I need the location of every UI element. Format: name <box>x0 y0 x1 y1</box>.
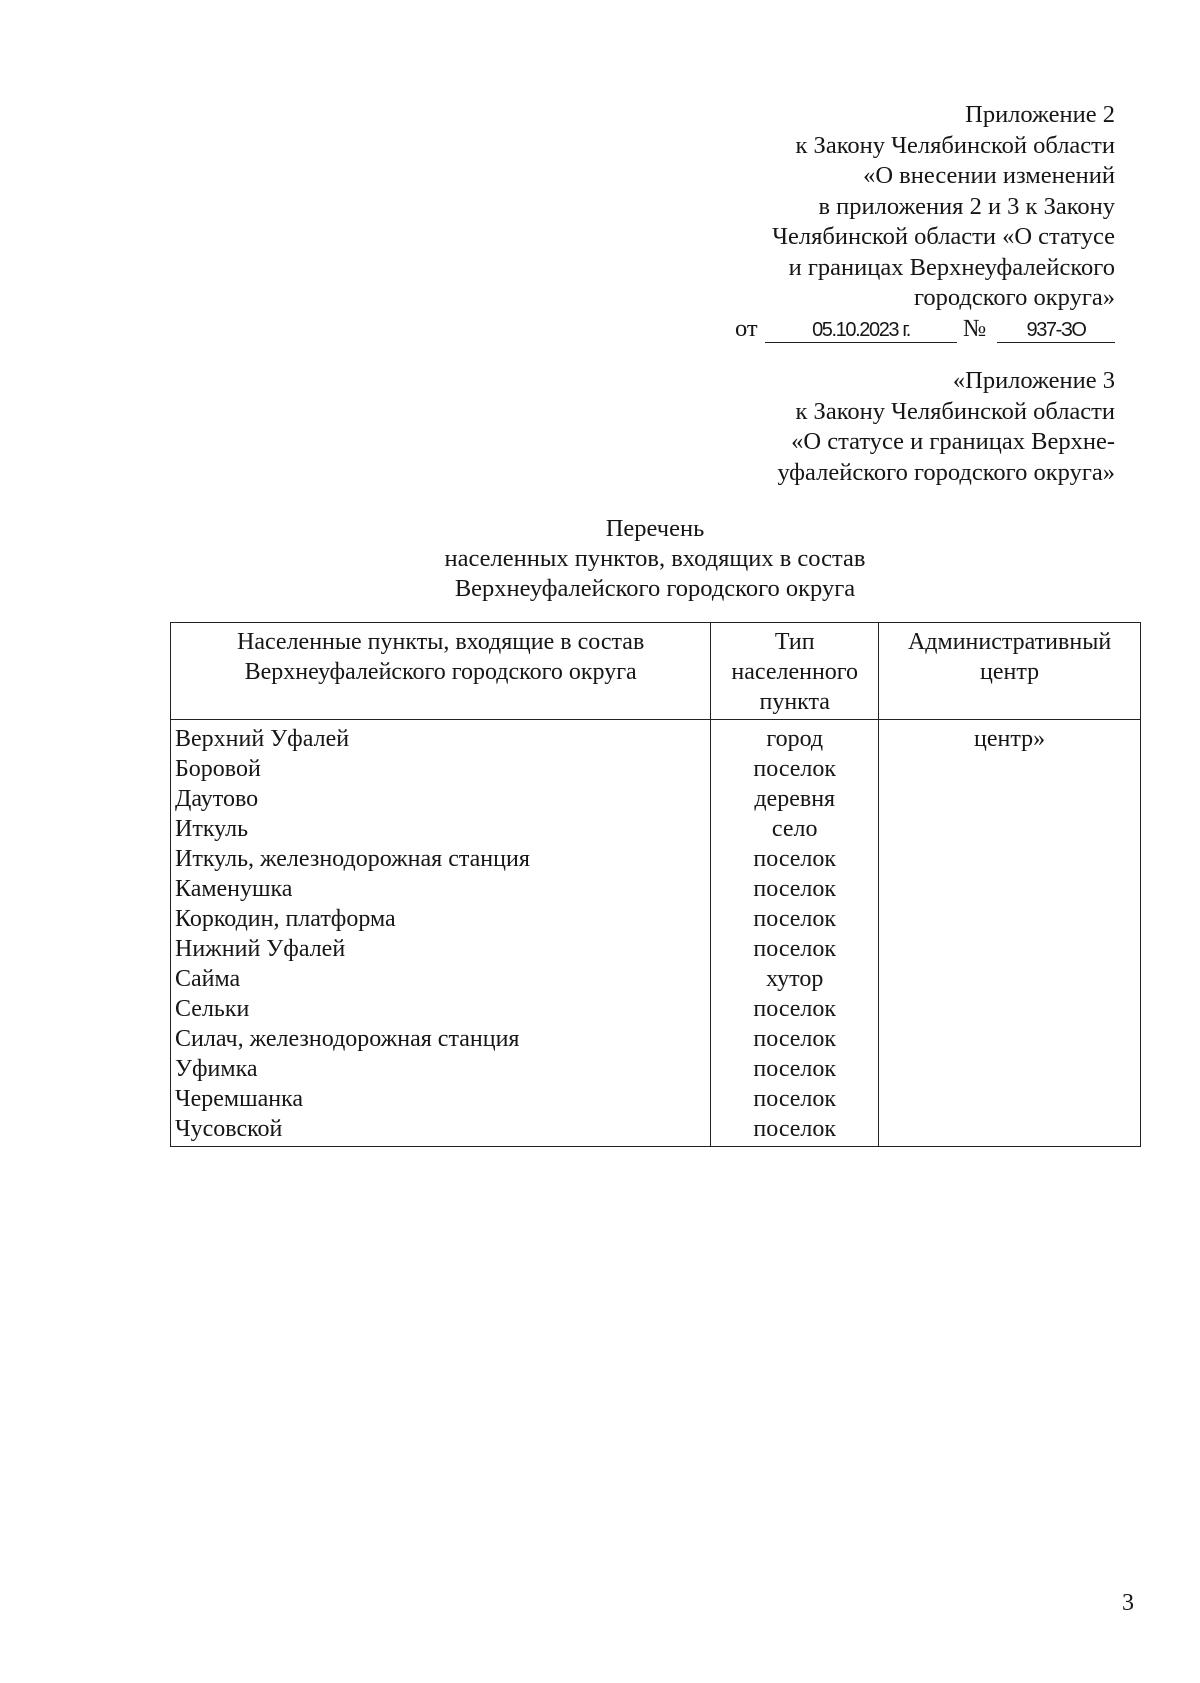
settlement-type: поселок <box>753 1026 837 1052</box>
appendix-3-line: «О статусе и границах Верхне- <box>791 428 1115 455</box>
header-administrative-center: Административный центр <box>879 623 1141 720</box>
administrative-center-column <box>879 720 1141 1147</box>
settlement-type: село <box>771 816 818 842</box>
settlement-name: Каменушка <box>175 876 293 902</box>
settlements-table <box>170 622 1141 1147</box>
settlement-name: Даутово <box>175 786 259 812</box>
header-settlement-name: Населенные пункты, входящие в состав Верхнеуфалейского городского округа <box>171 623 711 720</box>
appendix-2-line: городского округа» <box>913 284 1115 311</box>
title-line: населенных пунктов, входящих в состав <box>444 545 866 572</box>
settlement-name: Нижний Уфалей <box>175 936 346 962</box>
settlement-name: Боровой <box>175 756 261 782</box>
title-line: Перечень <box>605 515 705 542</box>
settlement-name: Сельки <box>175 996 250 1022</box>
settlement-name: Иткуль <box>175 816 249 842</box>
number-value: 937-ЗО <box>997 314 1115 343</box>
date-value: 05.10.2023 г. <box>765 314 957 343</box>
settlement-name: Чусовской <box>175 1116 283 1142</box>
settlement-type: хутор <box>766 966 824 992</box>
settlement-type: поселок <box>753 1086 837 1112</box>
number-prefix: № <box>963 314 987 342</box>
appendix-3-line: уфалейского городского округа» <box>777 458 1115 486</box>
appendix-3-header <box>778 366 1115 488</box>
settlement-type: поселок <box>753 876 837 902</box>
settlement-name: Уфимка <box>175 1056 258 1082</box>
settlement-type-column <box>711 720 879 1147</box>
settlement-type: поселок <box>753 906 837 932</box>
settlement-name: Иткуль, железнодорожная станция <box>175 846 530 872</box>
title-line: Верхнеуфалейского городского округа <box>454 575 856 602</box>
appendix-2-line: к Закону Челябинской области <box>795 131 1115 159</box>
appendix-2-line: в приложения 2 и 3 к Закону <box>818 192 1115 220</box>
settlement-name-column <box>171 720 711 1147</box>
appendix-3-line: «Приложение 3 <box>952 367 1115 394</box>
settlement-name: Сайма <box>175 966 241 992</box>
document-title <box>170 514 1140 604</box>
settlement-type: поселок <box>753 846 837 872</box>
administrative-center-mark: центр» <box>974 726 1046 752</box>
appendix-2-line: Приложение 2 <box>965 101 1115 128</box>
settlement-type: поселок <box>753 936 837 962</box>
settlement-type: поселок <box>753 1116 837 1142</box>
appendix-2-line: и границах Верхнеуфалейского <box>788 253 1115 281</box>
settlement-type: поселок <box>753 996 837 1022</box>
appendix-2-line: Челябинской области «О статусе <box>772 223 1115 250</box>
date-number-line <box>735 314 1115 344</box>
settlement-name: Верхний Уфалей <box>175 726 350 752</box>
date-prefix: от <box>735 314 758 342</box>
settlement-type: поселок <box>753 756 837 782</box>
appendix-2-header <box>735 100 1115 344</box>
table-body-row <box>171 720 1141 1147</box>
settlement-type: поселок <box>753 1056 837 1082</box>
settlement-name: Черемшанка <box>175 1086 304 1112</box>
settlement-type: город <box>766 726 824 752</box>
page-number: 3 <box>1122 1590 1134 1616</box>
table-header-row <box>171 623 1141 720</box>
header-settlement-type: Тип населенного пункта <box>711 623 879 720</box>
settlement-type: деревня <box>754 786 836 812</box>
appendix-3-line: к Закону Челябинской области <box>795 397 1115 425</box>
settlement-name: Силач, железнодорожная станция <box>175 1026 520 1052</box>
settlement-name: Коркодин, платформа <box>175 906 396 932</box>
appendix-2-line: «О внесении изменений <box>863 162 1115 189</box>
